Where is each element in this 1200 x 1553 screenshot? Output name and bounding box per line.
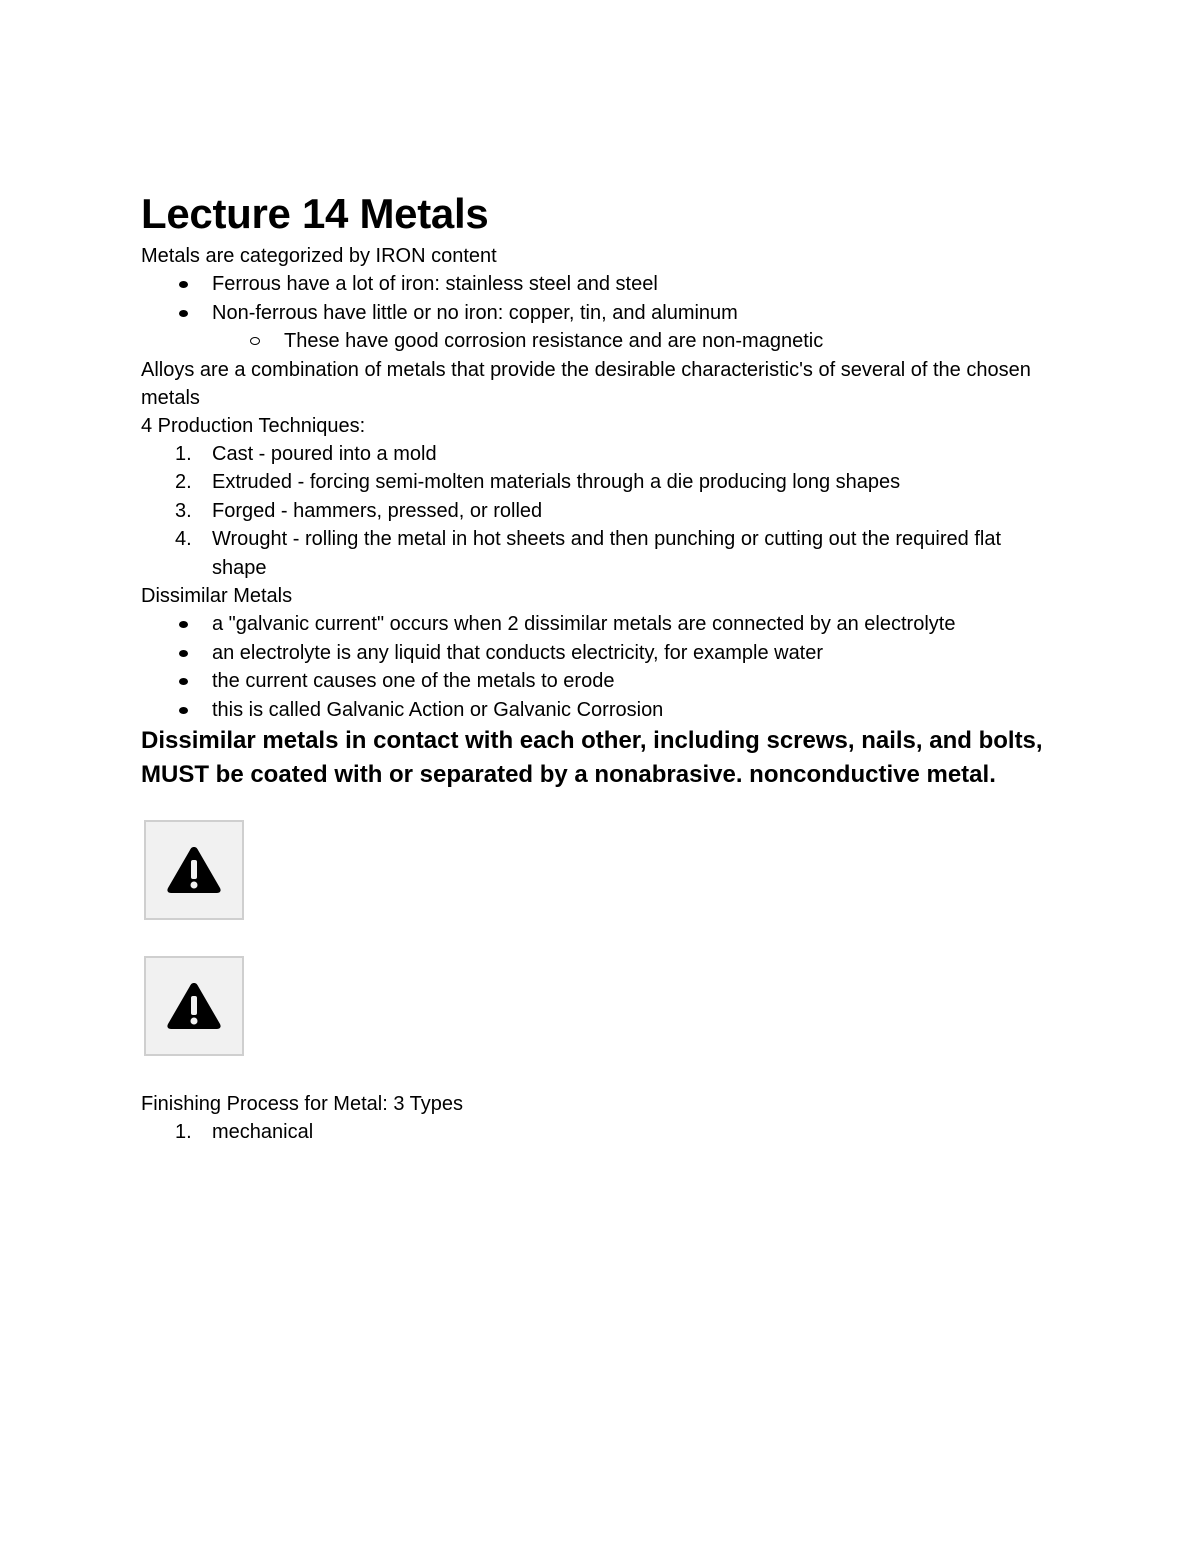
warning-triangle-icon (166, 845, 222, 895)
list-number: 4. (175, 528, 192, 550)
bullet-icon (179, 281, 188, 288)
list-number: 1. (175, 442, 192, 465)
list-item (141, 525, 1061, 582)
broken-image-placeholder (144, 820, 244, 920)
list-item-text: Wrought - rolling the metal in hot sheets and then punching or cutting out the required flat shape (212, 528, 1002, 579)
broken-image-placeholder (144, 956, 244, 1056)
list-item (141, 299, 1061, 356)
list-number: 1. (175, 1121, 192, 1143)
list-item-text: Forged - hammers, pressed, or rolled (212, 499, 543, 522)
bullet-icon (179, 707, 188, 714)
list-item (141, 270, 1061, 299)
warning-triangle-icon (166, 981, 222, 1031)
iron-sub-list (212, 327, 1061, 356)
list-item (141, 696, 1061, 725)
production-list (141, 440, 1061, 583)
list-item (141, 610, 1061, 639)
list-item (141, 1118, 1061, 1147)
sub-list-item (212, 327, 1061, 356)
list-number: 3. (175, 499, 192, 522)
iron-content-list (141, 270, 1061, 356)
list-item-text: Non-ferrous have little or no iron: copper, tin, and aluminum (212, 301, 738, 324)
list-item (141, 667, 1061, 696)
list-item-text: an electrolyte is any liquid that conducts electricity, for example water (212, 641, 824, 664)
bullet-icon (179, 678, 188, 685)
list-item-text: Cast - poured into a mold (212, 442, 437, 465)
document-title: Lecture 14 Metals (141, 190, 489, 237)
list-item (141, 497, 1061, 526)
list-item-text: this is called Galvanic Action or Galvanic Corrosion (212, 698, 664, 721)
list-item-text: a "galvanic current" occurs when 2 dissimilar metals are connected by an electrolyte (212, 613, 956, 635)
finishing-heading: Finishing Process for Metal: 3 Types (141, 1093, 463, 1115)
list-number: 2. (175, 471, 192, 493)
list-item-text: Ferrous have a lot of iron: stainless steel and steel (212, 273, 658, 295)
list-item-text: mechanical (212, 1121, 314, 1143)
intro-paragraph: Metals are categorized by IRON content (141, 245, 497, 267)
bullet-icon (179, 310, 188, 317)
hollow-bullet-icon (250, 337, 260, 345)
dissimilar-heading: Dissimilar Metals (141, 585, 293, 607)
bullet-icon (179, 650, 188, 657)
bullet-icon (179, 621, 188, 628)
production-heading: 4 Production Techniques: (141, 414, 366, 437)
list-item (141, 468, 1061, 497)
finishing-list (141, 1118, 1061, 1147)
dissimilar-list (141, 610, 1061, 724)
sub-list-item-text: These have good corrosion resistance and are non-magnetic (284, 330, 824, 352)
list-item (141, 440, 1061, 469)
list-item-text: the current causes one of the metals to erode (212, 670, 615, 692)
list-item-text: Extruded - forcing semi-molten materials through a die producing long shapes (212, 471, 901, 493)
list-item (141, 639, 1061, 668)
warning-statement: Dissimilar metals in contact with each other, including screws, nails, and bolts, MUST be coated with or separated by a nonabrasive. nonconductive metal. (141, 727, 1043, 788)
document-content (141, 186, 1061, 1147)
alloys-paragraph: Alloys are a combination of metals that provide the desirable characteristic's of several of the chosen metals (141, 358, 1031, 409)
